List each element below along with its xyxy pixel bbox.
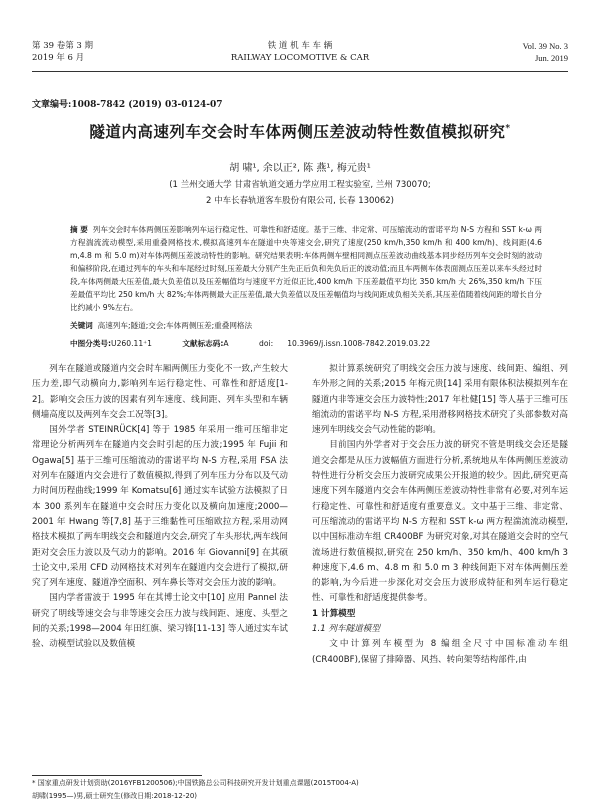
body-column-right <box>312 362 568 668</box>
header-volume: 第 39 卷第 3 期 <box>32 41 94 51</box>
header-volume-en: Vol. 39 No. 3 <box>522 41 568 51</box>
paragraph: 列车在隧道或隧道内交会时车厢两侧压力变化不一致,产生较大压力差,即气动横向力,影响列车运行稳定性、可靠性和舒适度[1-2]。影响交会压力波的因素有列车速度、线间距、列车头型和车辆侧墙高度以及两列车交会工况等[3]。 <box>32 364 288 420</box>
paragraph: 国内学者雷波于 1995 年在其博士论文中[10] 应用 Pannel 法研究了明线等速交会与非等速交会压力波与线间距、速度、头型之间的关系;1998—2004 年田红旗、梁习锋[11-13] 等人通过实车试验、动模型试验以及数值模 <box>32 593 288 650</box>
keywords-text: 高速列车;隧道;交会;车体两侧压差;重叠网格法 <box>97 321 253 330</box>
document-code <box>182 339 242 348</box>
clc-label: 中图分类号: <box>70 339 112 348</box>
section-heading: 1 计算模型 <box>312 608 356 619</box>
clc-number <box>70 339 166 348</box>
paragraph: 国外学者 STEINRÜCK[4] 等于 1985 年采用一维可压缩非定常理论分析两列车在隧道内交会时引起的压力波;1995 年 Fujii 和 Ogawa[5] 基于三维可压缩流动的雷诺平均 N-S 方程,采用 FSA 法对列车在隧道内交会进行了数值模拟,得到了列车压力分布以及气动力时间历程曲线;1999 年 Komatsu[6] 通过实车试验方法模拟了日本 300 系列车在隧道中交会时压力变化以及横向加速度;2000—2001 年 Hwang 等[7,8] 基于三维黏性可压缩欧拉方程,采用动网格技术模拟了两车明线交会和隧道内交会,研究了车头形状,两车线间距对交会压力波以及气动力的影响。2016 年 Giovanni[9] 在其硕士论文中,采用 CFD 动网格技术对列车在隧道内交会进行了模拟,研究了列车速度、隧道净空面积、列车鼻长等对交会压力波的影响。 <box>32 425 288 589</box>
footnote-funding: * 国家重点研发计划资助(2016YFB1200506);中国铁路总公司科技研究开发计划重点课题(2015T004-A) <box>32 779 359 787</box>
paragraph: 拟计算系统研究了明线交会压力波与速度、线间距、编组、列车外形之间的关系;2015 年梅元贵[14] 采用有限体积法模拟列车在隧道内非等速交会压力波特性;2017 年杜健[15] 等人基于三维可压缩流动的雷诺平均 N-S 方程,采用滑移网格技术研究了头部参数对高速列车明线交会气动性能的影响。 <box>312 364 568 436</box>
article-number: 文章编号:1008-7842 (2019) 03-0124-07 <box>32 100 223 110</box>
classification-line <box>70 338 542 349</box>
footnote-divider <box>32 775 202 776</box>
paper-title <box>40 120 560 142</box>
header-date-en: Jun. 2019 <box>534 53 568 63</box>
title-footnote-mark: * <box>505 123 511 134</box>
keywords-label: 关键词 <box>70 321 93 330</box>
paragraph: 文中计算列车模型为 8 编组全尺寸中国标准动车组(CR400BF),保留了排障器、风挡、转向架等结构部件,由 <box>312 639 568 665</box>
abstract-text: 列车交会时车体两侧压差影响列车运行稳定性、可靠性和舒适度。基于三维、非定常、可压缩流动的雷诺平均 N-S 方程和 SST k-ω 两方程湍流流动模型,采用重叠网格技术,模拟高速列车在隧道中央等速交会,研究了速度(250 km/h,350 km/h 和 400 km/h)、线间距(4.6 m,4.8 m 和 5.0 m)对车体两侧压差波动特性的影响。研究结果表明:车体两侧车壁相同测点压差波动曲线基本同步经历列车交会时刻的波动和偏移阶段,在通过列车的车头和车尾经过时刻,压差最大分别产生先正后负和先负后正的波动值;而且车两侧车体表面测点压差以来车头经过时段,车体两侧最大压差值,最大负差值以及压差幅值均与速度平方近似正比,400 km/h 下压差最值平均比 350 km/h 大 26%,350 km/h 下压差最值平均比 250 km/h 大 82%;车体两侧最大正压差值,最大负差值以及压差幅值均与线间距成负相关关系,其压差值随着线间距的增长自分比约减小 9%左右。 <box>70 225 542 312</box>
journal-name <box>32 40 568 64</box>
running-header <box>32 40 568 70</box>
abstract <box>70 223 542 314</box>
author-list: 胡 啸¹, 余以正², 陈 燕¹, 梅元贵¹ <box>229 163 371 174</box>
doi-label: doi: <box>259 339 274 348</box>
doi <box>259 339 444 348</box>
header-divider <box>32 71 568 72</box>
clc-value: U260.11⁺1 <box>111 339 152 348</box>
paper-title-text: 隧道内高速列车交会时车体两侧压差波动特性数值模拟研究 <box>89 122 506 141</box>
footnote-author-bio: 胡啸(1995—)男,硕士研究生(修改日期:2018-12-20) <box>32 792 198 800</box>
paragraph: 目前国内外学者对于交会压力波的研究不管是明线交会还是隧道交会都是从压力波幅值方面进行分析,系统地从车体两侧压差波动特性进行分析交会压力波研究成果公开报道的较少。因此,研究更高速度下列车隧道内交会车体两侧压差波动特性非常有必要,对列车运行稳定性、可靠性和舒适度有重要意义。文中基于三维、非定常、可压缩流动的雷诺平均 N-S 方程和 SST k-ω 两方程湍流流动模型,以中国标准动车组 CR400BF 为研究对象,对其在隧道交会时的空气流场进行数值模拟,研究在 250 km/h、350 km/h、400 km/h 3 种速度下,4.6 m、4.8 m 和 5.0 m 3 种线间距下对车体两侧压差的影响,为今后进一步深化对交会压力波形成特征和列车运行稳定性、可靠性和舒适度提供参考。 <box>312 440 568 604</box>
keywords <box>70 320 542 331</box>
journal-name-cn: 铁 道 机 车 车 辆 <box>267 41 333 51</box>
body-column-left <box>32 362 288 653</box>
doc-label: 文献标志码: <box>182 339 224 348</box>
header-date: 2019 年 6 月 <box>32 53 85 63</box>
header-volume-info-en <box>523 40 568 64</box>
doi-value[interactable]: 10.3969/j.issn.1008-7842.2019.03.22 <box>287 339 431 348</box>
affiliation-2: 2 中车长春轨道客车股份有限公司, 长春 130062) <box>206 196 394 206</box>
abstract-label: 摘 要 <box>70 225 88 234</box>
doc-value: A <box>223 339 229 348</box>
journal-name-en: RAILWAY LOCOMOTIVE & CAR <box>230 53 370 63</box>
subsection-heading: 1.1 列车隧道模型 <box>312 624 380 635</box>
affiliation-1: (1 兰州交通大学 甘肃省轨道交通力学应用工程实验室, 兰州 730070; <box>169 180 431 190</box>
